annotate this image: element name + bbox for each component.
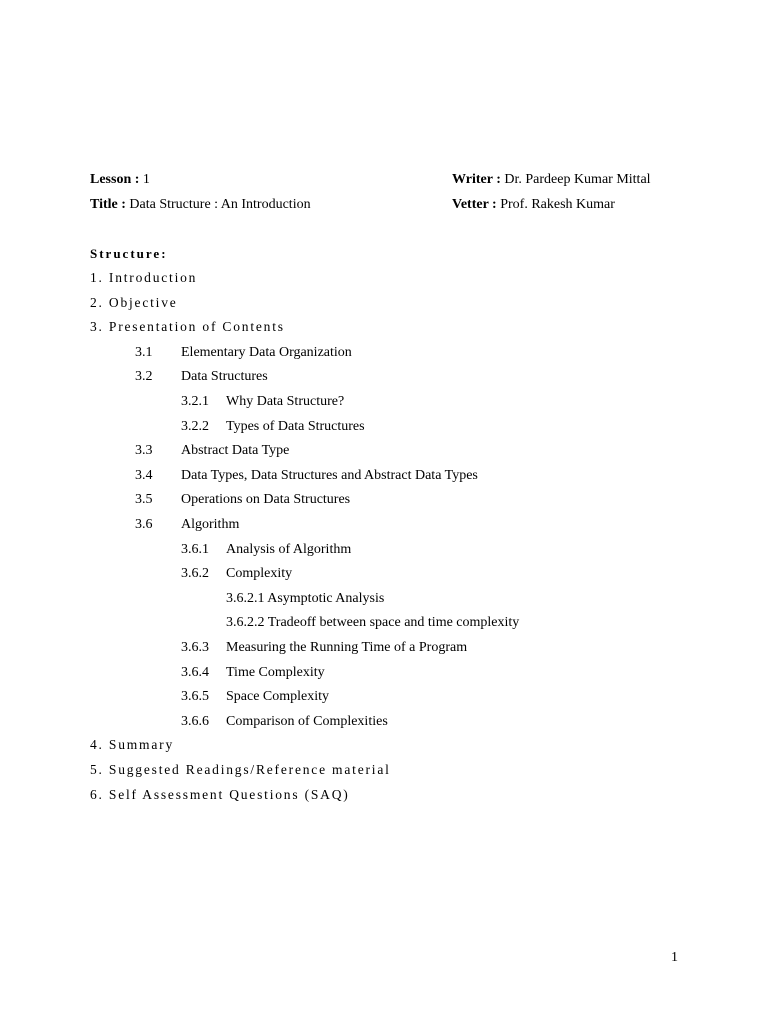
toc-entry-text: Abstract Data Type <box>181 443 290 458</box>
toc-entry-text: 2. Objective <box>90 295 178 310</box>
toc-entry-text: Measuring the Running Time of a Program <box>226 640 468 655</box>
toc-entry <box>226 615 519 631</box>
toc-entry-text: Types of Data Structures <box>226 419 365 434</box>
toc-entry-number: 3.6.5 <box>181 689 209 704</box>
toc-entry-text: Data Structures <box>181 369 268 384</box>
toc-entry-text: 3.6.2.1 Asymptotic Analysis <box>226 591 385 606</box>
toc-entry-number: 3.5 <box>135 492 153 507</box>
toc-entry-number: 3.2.1 <box>181 394 209 409</box>
toc-entry <box>0 369 700 389</box>
toc-entry-number: 3.6.6 <box>181 714 209 729</box>
toc-entry-text: Analysis of Algorithm <box>226 542 352 557</box>
toc-entry-text: 4. Summary <box>90 737 174 752</box>
toc-entry <box>90 319 285 335</box>
toc-entry-number: 3.4 <box>135 468 153 483</box>
toc-entry-text: Space Complexity <box>226 689 330 704</box>
toc-entry-text: 3.6.2.2 Tradeoff between space and time complexity <box>226 615 520 630</box>
toc-entry-text: Algorithm <box>181 517 240 532</box>
toc-entry-text: Operations on Data Structures <box>181 492 351 507</box>
toc-entry <box>0 394 700 414</box>
lesson-value: 1 <box>142 172 150 187</box>
toc-entry-text: 5. Suggested Readings/Reference material <box>90 762 391 777</box>
toc-entry <box>90 737 174 753</box>
toc-entry <box>90 270 197 286</box>
toc-entry-number: 3.6.4 <box>181 665 209 680</box>
page-number: 1 <box>671 950 678 965</box>
toc-entry <box>0 665 700 685</box>
vetter-line <box>452 196 615 214</box>
toc-entry-text: Comparison of Complexities <box>226 714 388 729</box>
toc-entry <box>0 345 700 365</box>
toc-entry <box>0 419 700 439</box>
title-label: Title : <box>90 197 126 212</box>
lesson-label: Lesson : <box>90 172 140 187</box>
toc-entry <box>0 640 700 660</box>
lesson-line <box>90 171 150 189</box>
title-value: Data Structure : An Introduction <box>129 197 311 212</box>
toc-entry <box>90 762 391 778</box>
toc-entry-number: 3.2 <box>135 369 153 384</box>
toc-entry-text: 3. Presentation of Contents <box>90 319 285 334</box>
toc-entry-text: Data Types, Data Structures and Abstract Data Types <box>181 468 478 483</box>
vetter-value: Prof. Rakesh Kumar <box>500 197 615 212</box>
toc-entry-number: 3.1 <box>135 345 153 360</box>
toc-entry <box>0 542 700 562</box>
toc-entry-text: Complexity <box>226 566 293 581</box>
toc-entry <box>0 468 700 488</box>
toc-entry <box>0 566 700 586</box>
toc-entry <box>90 787 350 803</box>
title-line <box>90 196 311 214</box>
toc-entry-number: 3.6.1 <box>181 542 209 557</box>
toc-entry-text: 6. Self Assessment Questions (SAQ) <box>90 787 350 802</box>
toc-entry-number: 3.6 <box>135 517 153 532</box>
toc-entry <box>0 492 700 512</box>
toc-entry-number: 3.3 <box>135 443 153 458</box>
toc-entry-number: 3.2.2 <box>181 419 209 434</box>
writer-value: Dr. Pardeep Kumar Mittal <box>504 172 651 187</box>
toc-entry <box>0 443 700 463</box>
writer-line <box>452 171 651 189</box>
toc-entry <box>226 591 384 607</box>
writer-label: Writer : <box>452 172 501 187</box>
toc-entry-text: Why Data Structure? <box>226 394 345 409</box>
toc-entry-text: Elementary Data Organization <box>181 345 352 360</box>
toc-entry <box>0 689 700 709</box>
toc-entry <box>90 295 178 311</box>
toc-entry-number: 3.6.2 <box>181 566 209 581</box>
toc-entry <box>0 714 700 734</box>
vetter-label: Vetter : <box>452 197 497 212</box>
toc-entry-text: Time Complexity <box>226 665 325 680</box>
structure-heading: Structure: <box>90 246 168 261</box>
toc-entry <box>0 517 700 537</box>
toc-entry-text: 1. Introduction <box>90 270 198 285</box>
toc-entry-number: 3.6.3 <box>181 640 209 655</box>
